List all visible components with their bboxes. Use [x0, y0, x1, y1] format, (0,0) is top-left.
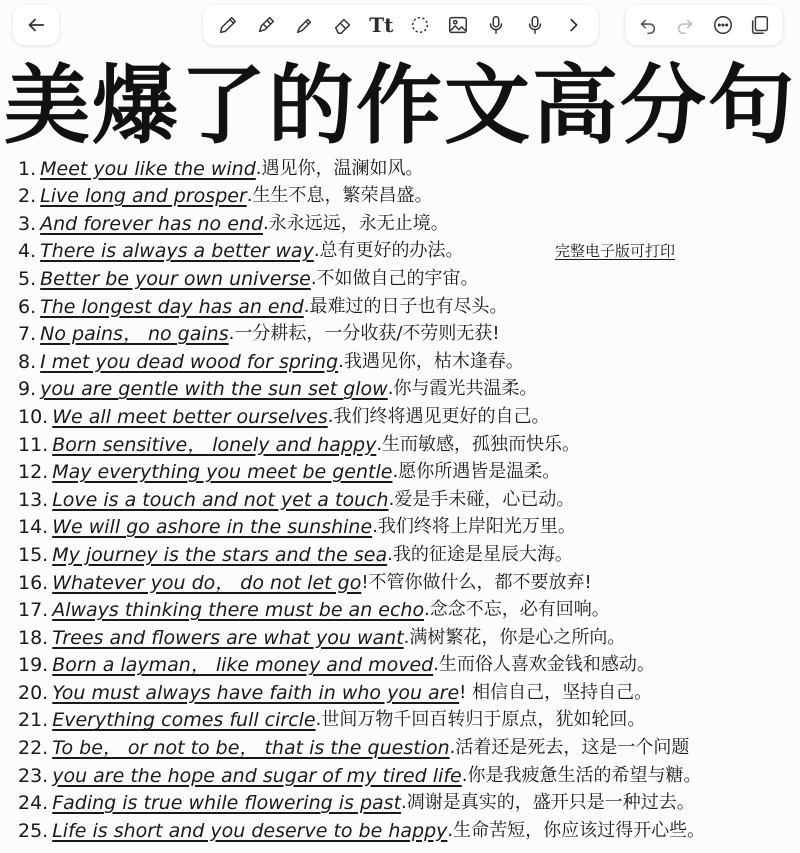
sentence-list	[18, 152, 788, 842]
back-arrow-icon[interactable]	[21, 10, 51, 40]
sentence-line	[18, 235, 788, 263]
chinese-translation: .我的征途是星辰大海。	[387, 543, 573, 565]
english-sentence: Born a layman， like money and moved	[52, 654, 434, 677]
english-sentence: you are the hope and sugar of my tired life	[52, 764, 462, 787]
sentence-line	[18, 704, 788, 732]
sentence-number: 24.	[18, 792, 49, 815]
english-sentence: Fading is true while flowering is past	[52, 792, 402, 815]
highlighter-icon[interactable]	[251, 10, 281, 40]
chinese-translation: .最难过的日子也有尽头。	[303, 295, 508, 317]
english-sentence: And forever has no end	[40, 212, 264, 235]
chinese-translation: .生生不息，繁荣昌盛。	[246, 185, 433, 207]
sentence-number: 13.	[18, 488, 49, 511]
chinese-translation: .满树繁花，你是心之所向。	[403, 626, 626, 648]
sentence-number: 22.	[18, 737, 49, 760]
chinese-translation: .念念不忘，必有回响。	[424, 599, 610, 621]
pages-icon[interactable]	[745, 10, 775, 40]
sentence-line	[18, 373, 788, 401]
sentence-line	[18, 318, 788, 346]
sentence-number: 18.	[18, 626, 49, 649]
sentence-line	[18, 152, 788, 180]
chinese-translation: .你与霞光共温柔。	[387, 378, 538, 400]
english-sentence: We all meet better ourselves	[52, 405, 328, 428]
partial-next-line	[18, 846, 788, 853]
page-title: 美爆了的作文高分句	[4, 56, 796, 156]
english-sentence: I met you dead wood for spring	[40, 350, 339, 373]
sentence-line	[18, 566, 788, 594]
english-sentence: We will go ashore in the sunshine	[52, 516, 373, 539]
sentence-line	[18, 207, 788, 235]
sentence-number: 19.	[18, 654, 49, 677]
sentence-line	[18, 621, 788, 649]
chinese-translation: .永永远远，永无止境。	[263, 212, 449, 234]
english-sentence: Always thinking there must be an echo	[52, 599, 425, 622]
chinese-translation: .凋谢是真实的，盛开只是一种过去。	[401, 792, 695, 814]
sentence-line	[18, 290, 788, 318]
sentence-line	[18, 511, 788, 539]
sentence-line	[18, 400, 788, 428]
english-sentence: You must always have faith in who you are	[52, 681, 460, 704]
marker-icon[interactable]	[290, 10, 320, 40]
sentence-number: 17.	[18, 599, 49, 622]
chinese-translation: .遇见你，温澜如风。	[255, 157, 424, 179]
sentence-number: 15.	[18, 543, 49, 566]
sentence-number: 7.	[18, 323, 37, 346]
eraser-icon[interactable]	[328, 10, 358, 40]
sentence-number: 5.	[18, 267, 37, 290]
sentence-number: 10.	[18, 405, 49, 428]
lasso-icon[interactable]	[405, 10, 435, 40]
sentence-line	[18, 731, 788, 759]
english-sentence: Meet you like the wind	[40, 157, 256, 180]
image-icon[interactable]	[443, 10, 473, 40]
undo-icon[interactable]	[633, 10, 663, 40]
chinese-translation: .不如做自己的宇宙。	[310, 267, 479, 289]
chinese-translation: ! 相信自己，坚持自己。	[459, 681, 653, 703]
english-sentence: Born sensitive， lonely and happy	[52, 433, 377, 456]
sentence-line	[18, 594, 788, 622]
english-sentence: To be， or not to be， that is the question	[52, 737, 450, 760]
chinese-translation: !不管你做什么，都不要放弃!	[361, 571, 592, 593]
english-sentence: Better be your own universe	[40, 267, 311, 290]
english-sentence: No pains， no gains	[40, 323, 229, 346]
chinese-translation: .生命苦短，你应该过得开心些。	[447, 819, 706, 841]
sentence-number: 12.	[18, 461, 49, 484]
sentence-number: 4.	[18, 240, 37, 263]
toolbar-left-group	[13, 5, 59, 45]
sentence-number: 2.	[18, 185, 37, 208]
sentence-line	[18, 787, 788, 815]
english-sentence: There is always a better way	[40, 240, 314, 263]
english-sentence: Everything comes full circle	[52, 709, 316, 732]
toolbar-right-group	[625, 5, 783, 45]
chinese-translation: .我遇见你，枯木逢春。	[338, 350, 524, 372]
sentence-number: 20.	[18, 681, 49, 704]
english-sentence: Love is a touch and not yet a touch	[52, 488, 389, 511]
english-sentence: The longest day has an end	[40, 295, 304, 318]
text-tool-icon[interactable]: Tt	[369, 13, 394, 37]
sentence-line	[18, 483, 788, 511]
chinese-translation: .爱是手未碰，心已动。	[388, 488, 575, 510]
pen-icon[interactable]	[213, 10, 243, 40]
chinese-translation: .活着还是死去，这是一个问题	[449, 737, 690, 759]
chinese-translation: .总有更好的办法。	[313, 240, 464, 262]
english-sentence: you are gentle with the sun set glow	[40, 378, 388, 401]
sentence-line	[18, 538, 788, 566]
sentence-number: 1.	[18, 157, 37, 180]
chinese-translation: .我们终将上岸阳光万里。	[372, 516, 576, 538]
english-sentence: Live long and prosper	[40, 185, 247, 208]
sentence-number: 3.	[18, 212, 37, 235]
sentence-line	[18, 649, 788, 677]
sentence-number: 9.	[18, 378, 37, 401]
redo-icon[interactable]	[670, 10, 700, 40]
sentence-number: 8.	[18, 350, 37, 373]
microphone-icon[interactable]	[481, 10, 511, 40]
chinese-translation: .生而敏感，孤独而快乐。	[376, 433, 581, 455]
chinese-translation: .生而俗人喜欢金钱和感动。	[433, 654, 655, 676]
sentence-line	[18, 428, 788, 456]
sentence-line	[18, 814, 788, 842]
english-sentence: Trees and flowers are what you want	[52, 626, 404, 649]
english-sentence: Whatever you do， do not let go	[52, 571, 362, 594]
sentence-number: 6.	[18, 295, 37, 318]
chinese-translation: .一分耕耘，一分收获/不劳则无获!	[228, 323, 500, 345]
chinese-translation: .我们终将遇见更好的自己。	[327, 405, 550, 427]
sentence-number: 23.	[18, 764, 49, 787]
toolbar-tools-group	[203, 5, 598, 45]
sentence-line	[18, 456, 788, 484]
sentence-line	[18, 759, 788, 787]
sentence-number: 14.	[18, 516, 49, 539]
chinese-translation: .你是我疲惫生活的希望与糖。	[461, 764, 702, 786]
sentence-number: 25.	[18, 819, 49, 842]
sentence-line	[18, 262, 788, 290]
top-toolbar	[0, 0, 800, 54]
sentence-line	[18, 180, 788, 208]
microphone-alt-icon[interactable]	[520, 10, 550, 40]
chinese-translation: .愿你所遇皆是温柔。	[392, 461, 561, 483]
sentence-line	[18, 676, 788, 704]
english-sentence: May everything you meet be gentle	[52, 461, 393, 484]
sentence-number: 21.	[18, 709, 49, 732]
sentence-number: 16.	[18, 571, 49, 594]
chevron-right-icon[interactable]	[558, 10, 588, 40]
english-sentence: My journey is the stars and the sea	[52, 543, 388, 566]
sentence-number: 11.	[18, 433, 49, 456]
more-icon[interactable]	[708, 10, 738, 40]
chinese-translation: .世间万物千回百转归于原点，犹如轮回。	[315, 709, 646, 731]
printable-note: 完整电子版可打印	[555, 242, 676, 260]
english-sentence: Life is short and you deserve to be happy	[52, 819, 448, 842]
sentence-line	[18, 345, 788, 373]
